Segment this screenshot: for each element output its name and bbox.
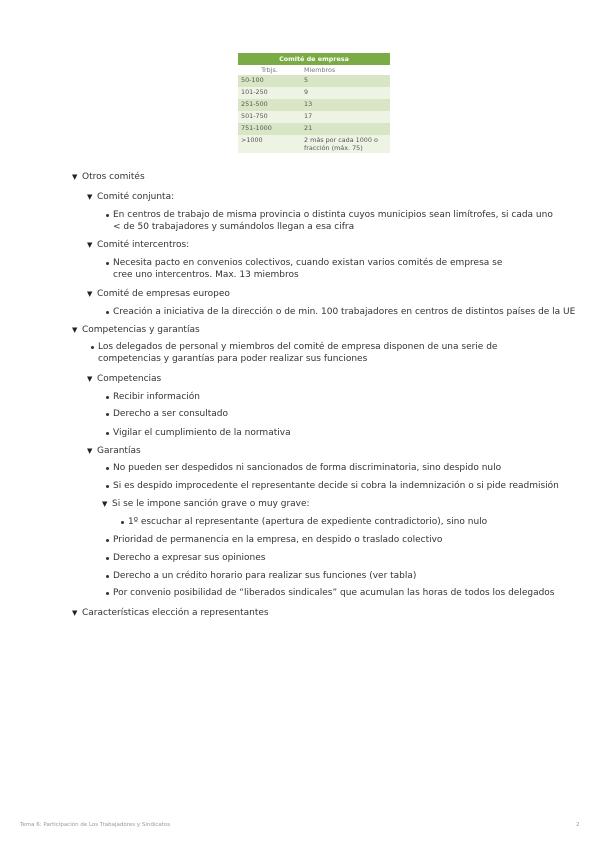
list-item: Creación a iniciativa de la dirección o de min. 100 trabajadores en centros de distintos países de la UE bbox=[113, 307, 576, 317]
footer-page-number: 2 bbox=[576, 822, 580, 828]
table-cell: 2 más por cada 1000 o fracción (máx. 75) bbox=[301, 135, 390, 153]
list-item: No pueden ser despedidos ni sancionados de forma discriminatoria, sino despido nulo bbox=[113, 463, 502, 473]
list-item: Los delegados de personal y miembros del comité de empresa disponen de una serie de competencias y garantías para poder realizar sus funciones bbox=[98, 342, 498, 364]
table-row bbox=[238, 75, 390, 87]
table-cell: 251-500 bbox=[238, 99, 301, 111]
toggle-garantias[interactable] bbox=[87, 446, 141, 458]
footer-title: Tema 6: Participación de Los Trabajadores y Sindicatos bbox=[20, 822, 171, 828]
triangle-down-icon: ▼ bbox=[102, 500, 108, 508]
table-cell: 9 bbox=[301, 87, 390, 99]
toggle-label: Comité conjunta: bbox=[97, 192, 175, 202]
toggle-competencias[interactable] bbox=[87, 374, 161, 386]
comite-empresa-table-container bbox=[238, 53, 390, 153]
triangle-down-icon: ▼ bbox=[87, 241, 93, 249]
triangle-down-icon: ▼ bbox=[72, 173, 78, 181]
list-item: Por convenio posibilidad de “liberados sindicales” que acumulan las horas de todos los delegados bbox=[113, 588, 555, 598]
table-row bbox=[238, 135, 390, 153]
triangle-down-icon: ▼ bbox=[72, 326, 78, 334]
toggle-sancion-grave[interactable] bbox=[102, 499, 310, 511]
table-cell: 501-750 bbox=[238, 111, 301, 123]
table-header-miembros: Miembros bbox=[301, 65, 390, 75]
bullet-icon bbox=[106, 311, 109, 314]
bullet-icon bbox=[91, 346, 94, 349]
table-title: Comité de empresa bbox=[238, 53, 390, 65]
toggle-caracteristicas-eleccion[interactable] bbox=[72, 608, 269, 620]
bullet-icon bbox=[106, 214, 109, 217]
list-item: Recibir información bbox=[113, 392, 200, 402]
toggle-label: Garantías bbox=[97, 446, 141, 456]
table-cell: 21 bbox=[301, 123, 390, 135]
toggle-comite-conjunta[interactable] bbox=[87, 192, 174, 204]
table-cell: 17 bbox=[301, 111, 390, 123]
table-row bbox=[238, 123, 390, 135]
toggle-comite-intercentros[interactable] bbox=[87, 240, 189, 252]
list-item: Derecho a expresar sus opiniones bbox=[113, 553, 266, 563]
bullet-icon bbox=[106, 262, 109, 265]
table-row bbox=[238, 111, 390, 123]
toggle-label: Comité de empresas europeo bbox=[97, 289, 230, 299]
table-cell: 751-1000 bbox=[238, 123, 301, 135]
triangle-down-icon: ▼ bbox=[87, 447, 93, 455]
table-row bbox=[238, 99, 390, 111]
toggle-label: Competencias y garantías bbox=[82, 325, 200, 335]
list-item: Necesita pacto en convenios colectivos, cuando existan varios comités de empresa se cree uno intercentros. Max. 13 miembros bbox=[113, 258, 503, 280]
bullet-icon bbox=[106, 413, 109, 416]
table-cell: 13 bbox=[301, 99, 390, 111]
table-row bbox=[238, 87, 390, 99]
toggle-label: Si se le impone sanción grave o muy grave: bbox=[112, 499, 310, 509]
list-item: Derecho a un crédito horario para realizar sus funciones (ver tabla) bbox=[113, 571, 417, 581]
bullet-icon bbox=[106, 432, 109, 435]
bullet-icon bbox=[106, 539, 109, 542]
triangle-down-icon: ▼ bbox=[87, 290, 93, 298]
list-item: Vigilar el cumplimiento de la normativa bbox=[113, 428, 291, 438]
list-item: Si es despido improcedente el representante decide si cobra la indemnización o si pide readmisión bbox=[113, 481, 559, 491]
triangle-down-icon: ▼ bbox=[87, 375, 93, 383]
toggle-label: Otros comités bbox=[82, 172, 145, 182]
triangle-down-icon: ▼ bbox=[87, 193, 93, 201]
bullet-icon bbox=[106, 592, 109, 595]
table-cell: 101-250 bbox=[238, 87, 301, 99]
toggle-comite-europeo[interactable] bbox=[87, 289, 230, 301]
table-cell: 50-100 bbox=[238, 75, 301, 87]
table-header-trabajadores: Trbjs. bbox=[238, 65, 301, 75]
list-item: Prioridad de permanencia en la empresa, en despido o traslado colectivo bbox=[113, 535, 443, 545]
bullet-icon bbox=[106, 557, 109, 560]
bullet-icon bbox=[106, 396, 109, 399]
bullet-icon bbox=[106, 467, 109, 470]
table-cell: 5 bbox=[301, 75, 390, 87]
toggle-label: Características elección a representantes bbox=[82, 608, 269, 618]
triangle-down-icon: ▼ bbox=[72, 609, 78, 617]
comite-empresa-table bbox=[238, 53, 390, 153]
toggle-label: Comité intercentros: bbox=[97, 240, 190, 250]
toggle-competencias-garantias[interactable] bbox=[72, 325, 200, 337]
bullet-icon bbox=[106, 575, 109, 578]
list-item: En centros de trabajo de misma provincia o distinta cuyos municipios sean limítrofes, si cada uno < de 50 trabajadores y sumándolos llegan a esa cifra bbox=[113, 210, 553, 232]
list-item: Derecho a ser consultado bbox=[113, 409, 229, 419]
table-cell: >1000 bbox=[238, 135, 301, 153]
toggle-label: Competencias bbox=[97, 374, 162, 384]
bullet-icon bbox=[121, 521, 124, 524]
toggle-otros-comites[interactable] bbox=[72, 172, 145, 184]
bullet-icon bbox=[106, 485, 109, 488]
list-item: 1º escuchar al representante (apertura de expediente contradictorio), sino nulo bbox=[128, 517, 488, 527]
